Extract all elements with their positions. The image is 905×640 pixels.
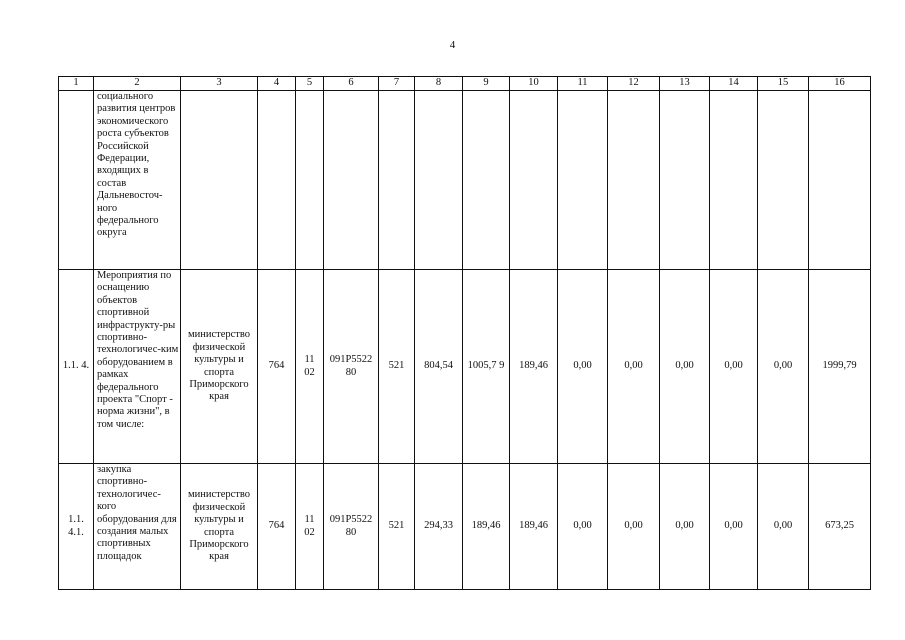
table-cell: 764: [258, 270, 296, 464]
table-cell: 521: [379, 270, 415, 464]
table-cell: 0,00: [710, 270, 758, 464]
column-header: 10: [510, 77, 558, 91]
column-header: 8: [415, 77, 463, 91]
table-cell-description: Мероприятия по оснащению объектов спортивной инфраструкту-ры спортивно-технологичес-ким оборудованием в рамках федерального проекта "Спорт - норма жизни", в том числе:: [94, 270, 181, 464]
table-cell-executor: министерство физической культуры и спорта Приморского края: [181, 464, 258, 590]
column-header: 9: [463, 77, 510, 91]
table-cell: 804,54: [415, 270, 463, 464]
table-cell-description: социального развития центров экономического роста субъектов Российской Федерации, входящих в состав Дальневосточ-ного федерального округа: [94, 91, 181, 270]
table-cell: 0,00: [660, 270, 710, 464]
table-cell: 189,46: [510, 464, 558, 590]
table-cell-executor: министерство физической культуры и спорта Приморского края: [181, 270, 258, 464]
table-cell-index: 1.1. 4.: [59, 270, 94, 464]
table-cell: [710, 91, 758, 270]
page-number: 4: [449, 39, 456, 51]
table-cell: 189,46: [463, 464, 510, 590]
column-header: 16: [809, 77, 871, 91]
table-cell: [181, 91, 258, 270]
column-header: 12: [608, 77, 660, 91]
table-cell: 1005,7 9: [463, 270, 510, 464]
column-header: 13: [660, 77, 710, 91]
table-cell: 0,00: [608, 270, 660, 464]
table-cell: [809, 91, 871, 270]
table-cell: [415, 91, 463, 270]
table-cell-index: 1.1. 4.1.: [59, 464, 94, 590]
table-cell: 091Р5522 80: [324, 270, 379, 464]
column-header: 1: [59, 77, 94, 91]
table-cell: [324, 91, 379, 270]
table-cell: 521: [379, 464, 415, 590]
table-cell: 0,00: [608, 464, 660, 590]
table-cell-description: закупка спортивно-технологичес-кого оборудования для создания малых спортивных площадок: [94, 464, 181, 590]
table-cell: 294,33: [415, 464, 463, 590]
table-cell: 1999,79: [809, 270, 871, 464]
table-cell: [510, 91, 558, 270]
column-header: 7: [379, 77, 415, 91]
column-header: 4: [258, 77, 296, 91]
table-cell: [758, 91, 809, 270]
table-row: [59, 464, 871, 590]
table-cell: 0,00: [710, 464, 758, 590]
table-cell: [660, 91, 710, 270]
header-row: [59, 77, 871, 91]
table-cell: 11 02: [296, 464, 324, 590]
table-cell: 0,00: [660, 464, 710, 590]
table-cell: [258, 91, 296, 270]
column-header: 11: [558, 77, 608, 91]
table-cell: 764: [258, 464, 296, 590]
table-cell: 0,00: [558, 464, 608, 590]
table-cell: [463, 91, 510, 270]
column-header: 15: [758, 77, 809, 91]
column-header: 14: [710, 77, 758, 91]
table-cell: [296, 91, 324, 270]
table-row: [59, 270, 871, 464]
table-row: [59, 91, 871, 270]
column-header: 2: [94, 77, 181, 91]
column-header: 6: [324, 77, 379, 91]
table-cell: 0,00: [758, 270, 809, 464]
table-cell: [59, 91, 94, 270]
table-cell: 11 02: [296, 270, 324, 464]
table-cell: [379, 91, 415, 270]
table-cell: 0,00: [558, 270, 608, 464]
table-cell: 189,46: [510, 270, 558, 464]
table-cell: [608, 91, 660, 270]
budget-table: [58, 76, 871, 590]
table-cell: [558, 91, 608, 270]
column-header: 5: [296, 77, 324, 91]
table-cell: 673,25: [809, 464, 871, 590]
table-cell: 0,00: [758, 464, 809, 590]
column-header: 3: [181, 77, 258, 91]
table-cell: 091Р5522 80: [324, 464, 379, 590]
